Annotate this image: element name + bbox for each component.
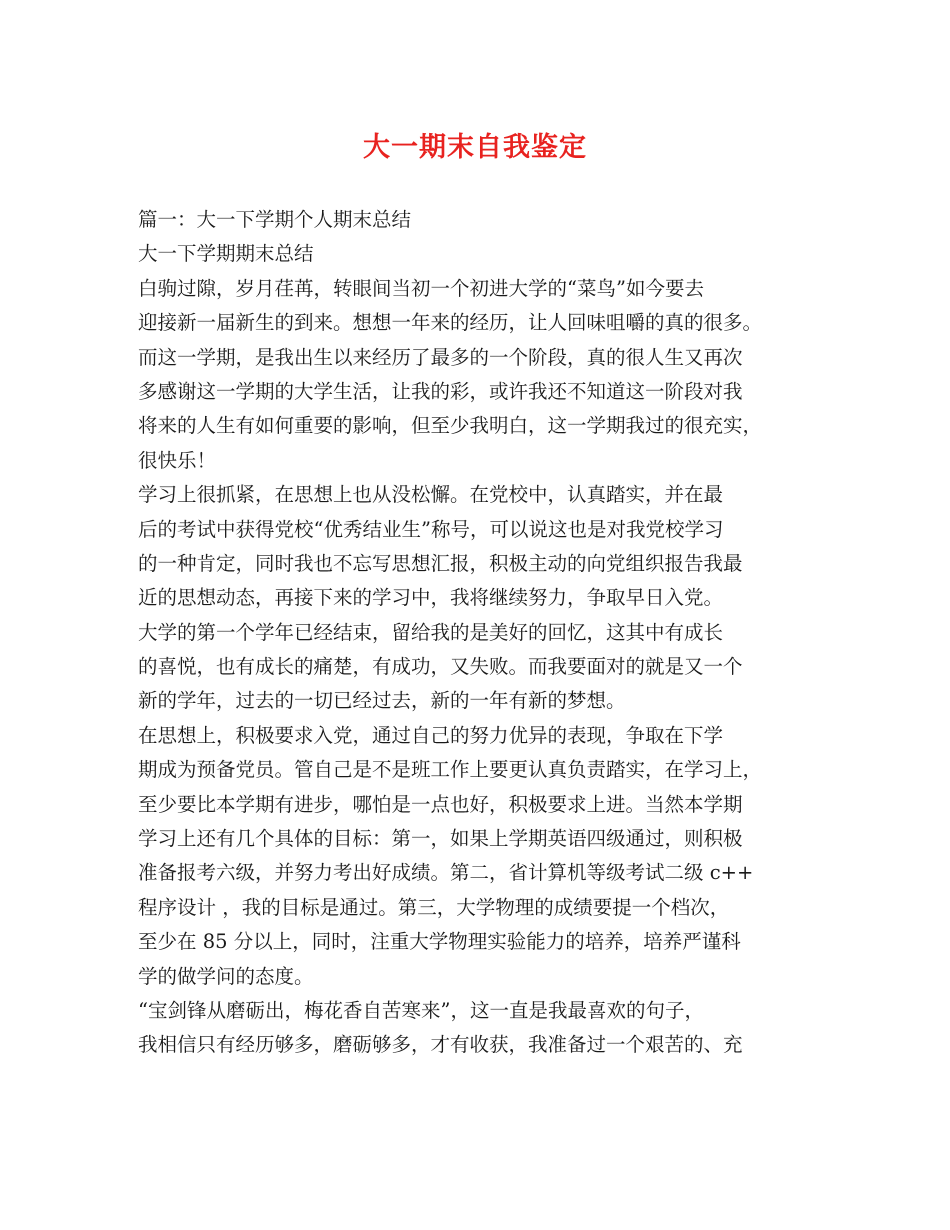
text-line: 白驹过隙，岁月荏苒，转眼间当初一个初进大学的“菜鸟”如今要去 xyxy=(138,276,704,300)
text-line: 在思想上，积极要求入党，通过自己的努力优异的表现，争取在下学 xyxy=(138,723,724,747)
text-line: 的喜悦，也有成长的痛楚，有成功，又失败。而我要面对的就是又一个 xyxy=(138,655,743,679)
text-line: 将来的人生有如何重要的影响，但至少我明白，这一学期我过的很充实， xyxy=(138,414,763,438)
text-line: 迎接新一届新生的到来。想想一年来的经历，让人回味咀嚼的真的很多。 xyxy=(138,311,763,335)
text-line: 学的做学问的态度。 xyxy=(138,964,314,988)
text-line: 新的学年，过去的一切已经过去，新的一年有新的梦想。 xyxy=(138,689,626,713)
text-line: 期成为预备党员。管自己是不是班工作上要更认真负责踏实，在学习上， xyxy=(138,758,763,782)
text-line: 很快乐！ xyxy=(138,448,217,472)
text-line: 后的考试中获得党校“优秀结业生”称号，可以说这也是对我党校学习 xyxy=(138,517,724,541)
text-line: 多感谢这一学期的大学生活，让我的彩，或许我还不知道这一阶段对我 xyxy=(138,379,743,403)
text-line: 而这一学期，是我出生以来经历了最多的一个阶段，真的很人生又再次 xyxy=(138,345,743,369)
text-line: 近的思想动态，再接下来的学习中，我将继续努力，争取早日入党。 xyxy=(138,586,724,610)
text-line: 的一种肯定，同时我也不忘写思想汇报，积极主动的向党组织报告我最 xyxy=(138,551,743,575)
text-line: 至少在 85 分以上，同时，注重大学物理实验能力的培养，培养严谨科 xyxy=(138,930,741,954)
text-line: 学习上很抓紧，在思想上也从没松懈。在党校中，认真踏实，并在最 xyxy=(138,483,724,507)
text-line: 大学的第一个学年已经结束，留给我的是美好的回忆，这其中有成长 xyxy=(138,620,724,644)
text-line: “宝剑锋从磨砺出，梅花香自苦寒来”，这一直是我最喜欢的句子， xyxy=(138,998,704,1022)
document-body xyxy=(138,203,828,1063)
document-title: 大一期末自我鉴定 xyxy=(363,132,587,163)
text-line: 大一下学期期末总结 xyxy=(138,242,314,266)
text-line: 我相信只有经历够多，磨砺够多，才有收获，我准备过一个艰苦的、充 xyxy=(138,1033,743,1057)
text-line: 至少要比本学期有进步，哪怕是一点也好，积极要求上进。当然本学期 xyxy=(138,792,743,816)
text-line: 准备报考六级，并努力考出好成绩。第二，省计算机等级考试二级 c++ xyxy=(138,861,754,885)
text-line: 篇一：大一下学期个人期末总结 xyxy=(138,208,412,231)
text-line: 学习上还有几个具体的目标：第一，如果上学期英语四级通过，则积极 xyxy=(138,827,743,851)
text-line: 程序设计 ，我的目标是通过。第三，大学物理的成绩要提一个档次， xyxy=(138,895,730,919)
